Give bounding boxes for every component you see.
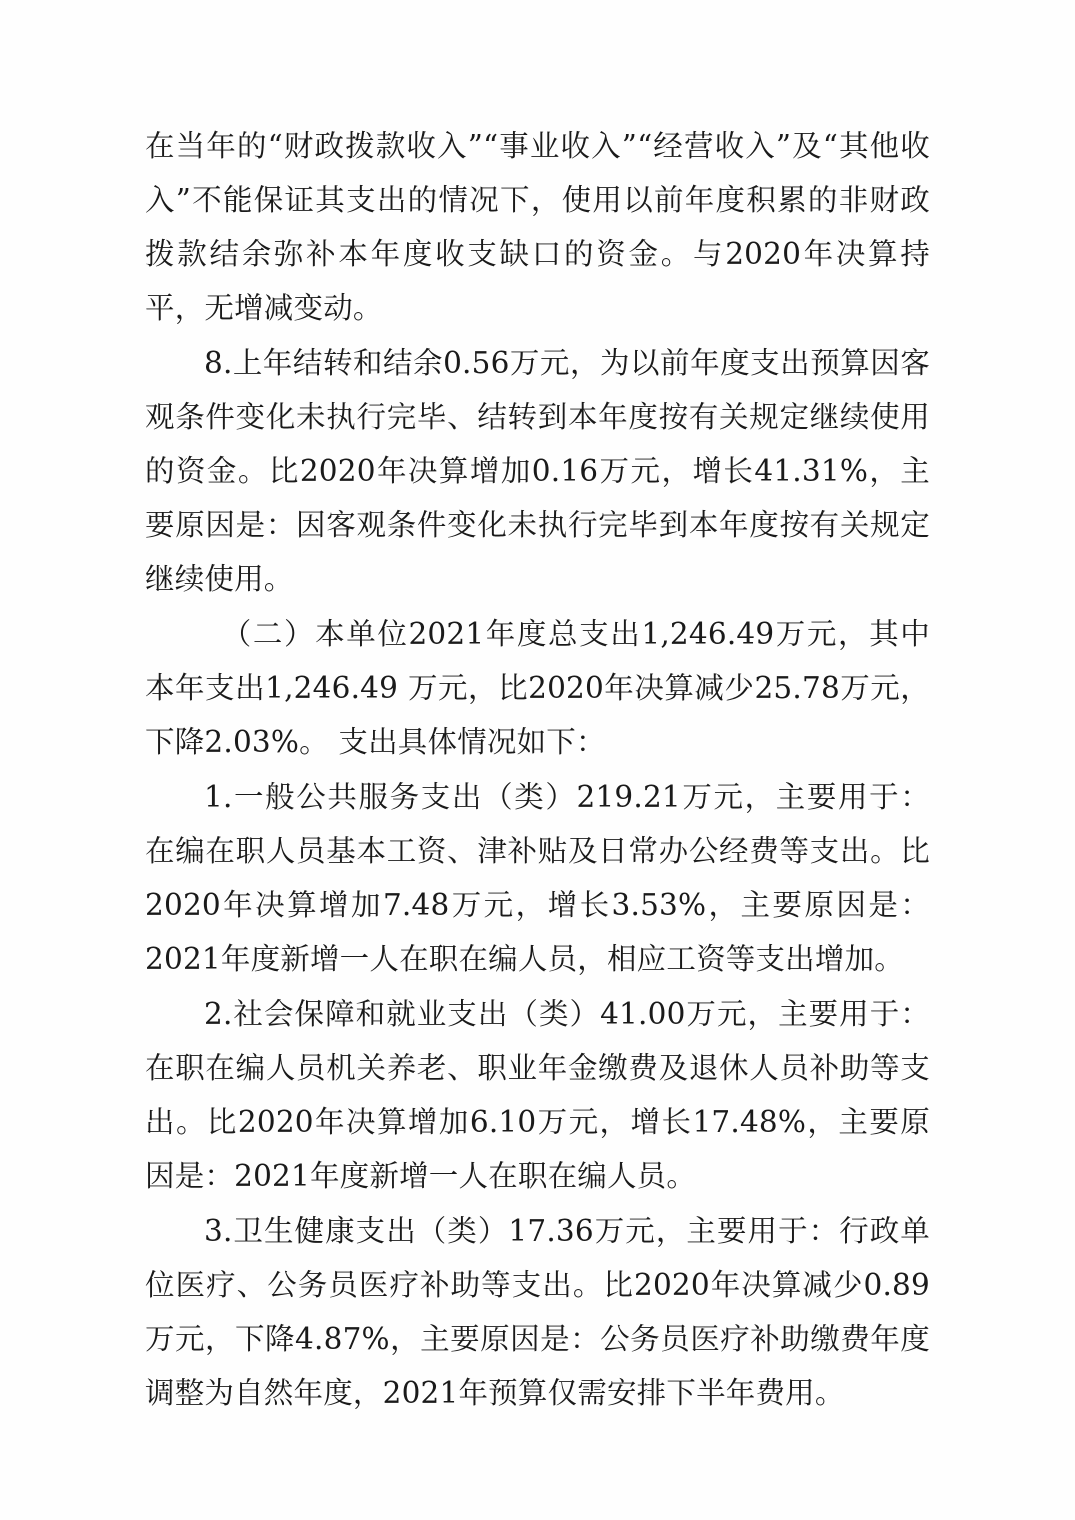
paragraph-continuation: 在当年的“财政拨款收入”“事业收入”“经营收入”及“其他收入”不能保证其支出的情况下，使用以前年度积累的非财政拨款结余弥补本年度收支缺口的资金。与2020年决算持平，无增减变动。 — [145, 129, 930, 325]
paragraph-item-3: 3.卫生健康支出（类）17.36万元，主要用于：行政单位医疗、公务员医疗补助等支出。比2020年决算减少0.89万元，下降4.87%，主要原因是：公务员医疗补助缴费年度调整为自然年度，2021年预算仅需安排下半年费用。 — [145, 1213, 930, 1410]
paragraph-section-two: （二）本单位2021年度总支出1,246.49万元，其中本年支出1,246.49 万元，比2020年决算减少25.78万元，下降2.03%。 支出具体情况如下： — [145, 616, 930, 759]
paragraph-item-2: 2.社会保障和就业支出（类）41.00万元，主要用于：在职在编人员机关养老、职业年金缴费及退休人员补助等支出。比2020年决算增加6.10万元，增长17.48%，主要原因是：2021年度新增一人在职在编人员。 — [145, 996, 930, 1193]
document-body — [145, 120, 930, 1421]
paragraph-item-1: 1.一般公共服务支出（类）219.21万元，主要用于：在编在职人员基本工资、津补贴及日常办公经费等支出。比2020年决算增加7.48万元，增长3.53%，主要原因是：2021年度新增一人在职在编人员，相应工资等支出增加。 — [145, 779, 930, 976]
paragraph-item-8: 8.上年结转和结余0.56万元，为以前年度支出预算因客观条件变化未执行完毕、结转到本年度按有关规定继续使用的资金。比2020年决算增加0.16万元，增长41.31%，主要原因是：因客观条件变化未执行完毕到本年度按有关规定继续使用。 — [145, 345, 930, 596]
